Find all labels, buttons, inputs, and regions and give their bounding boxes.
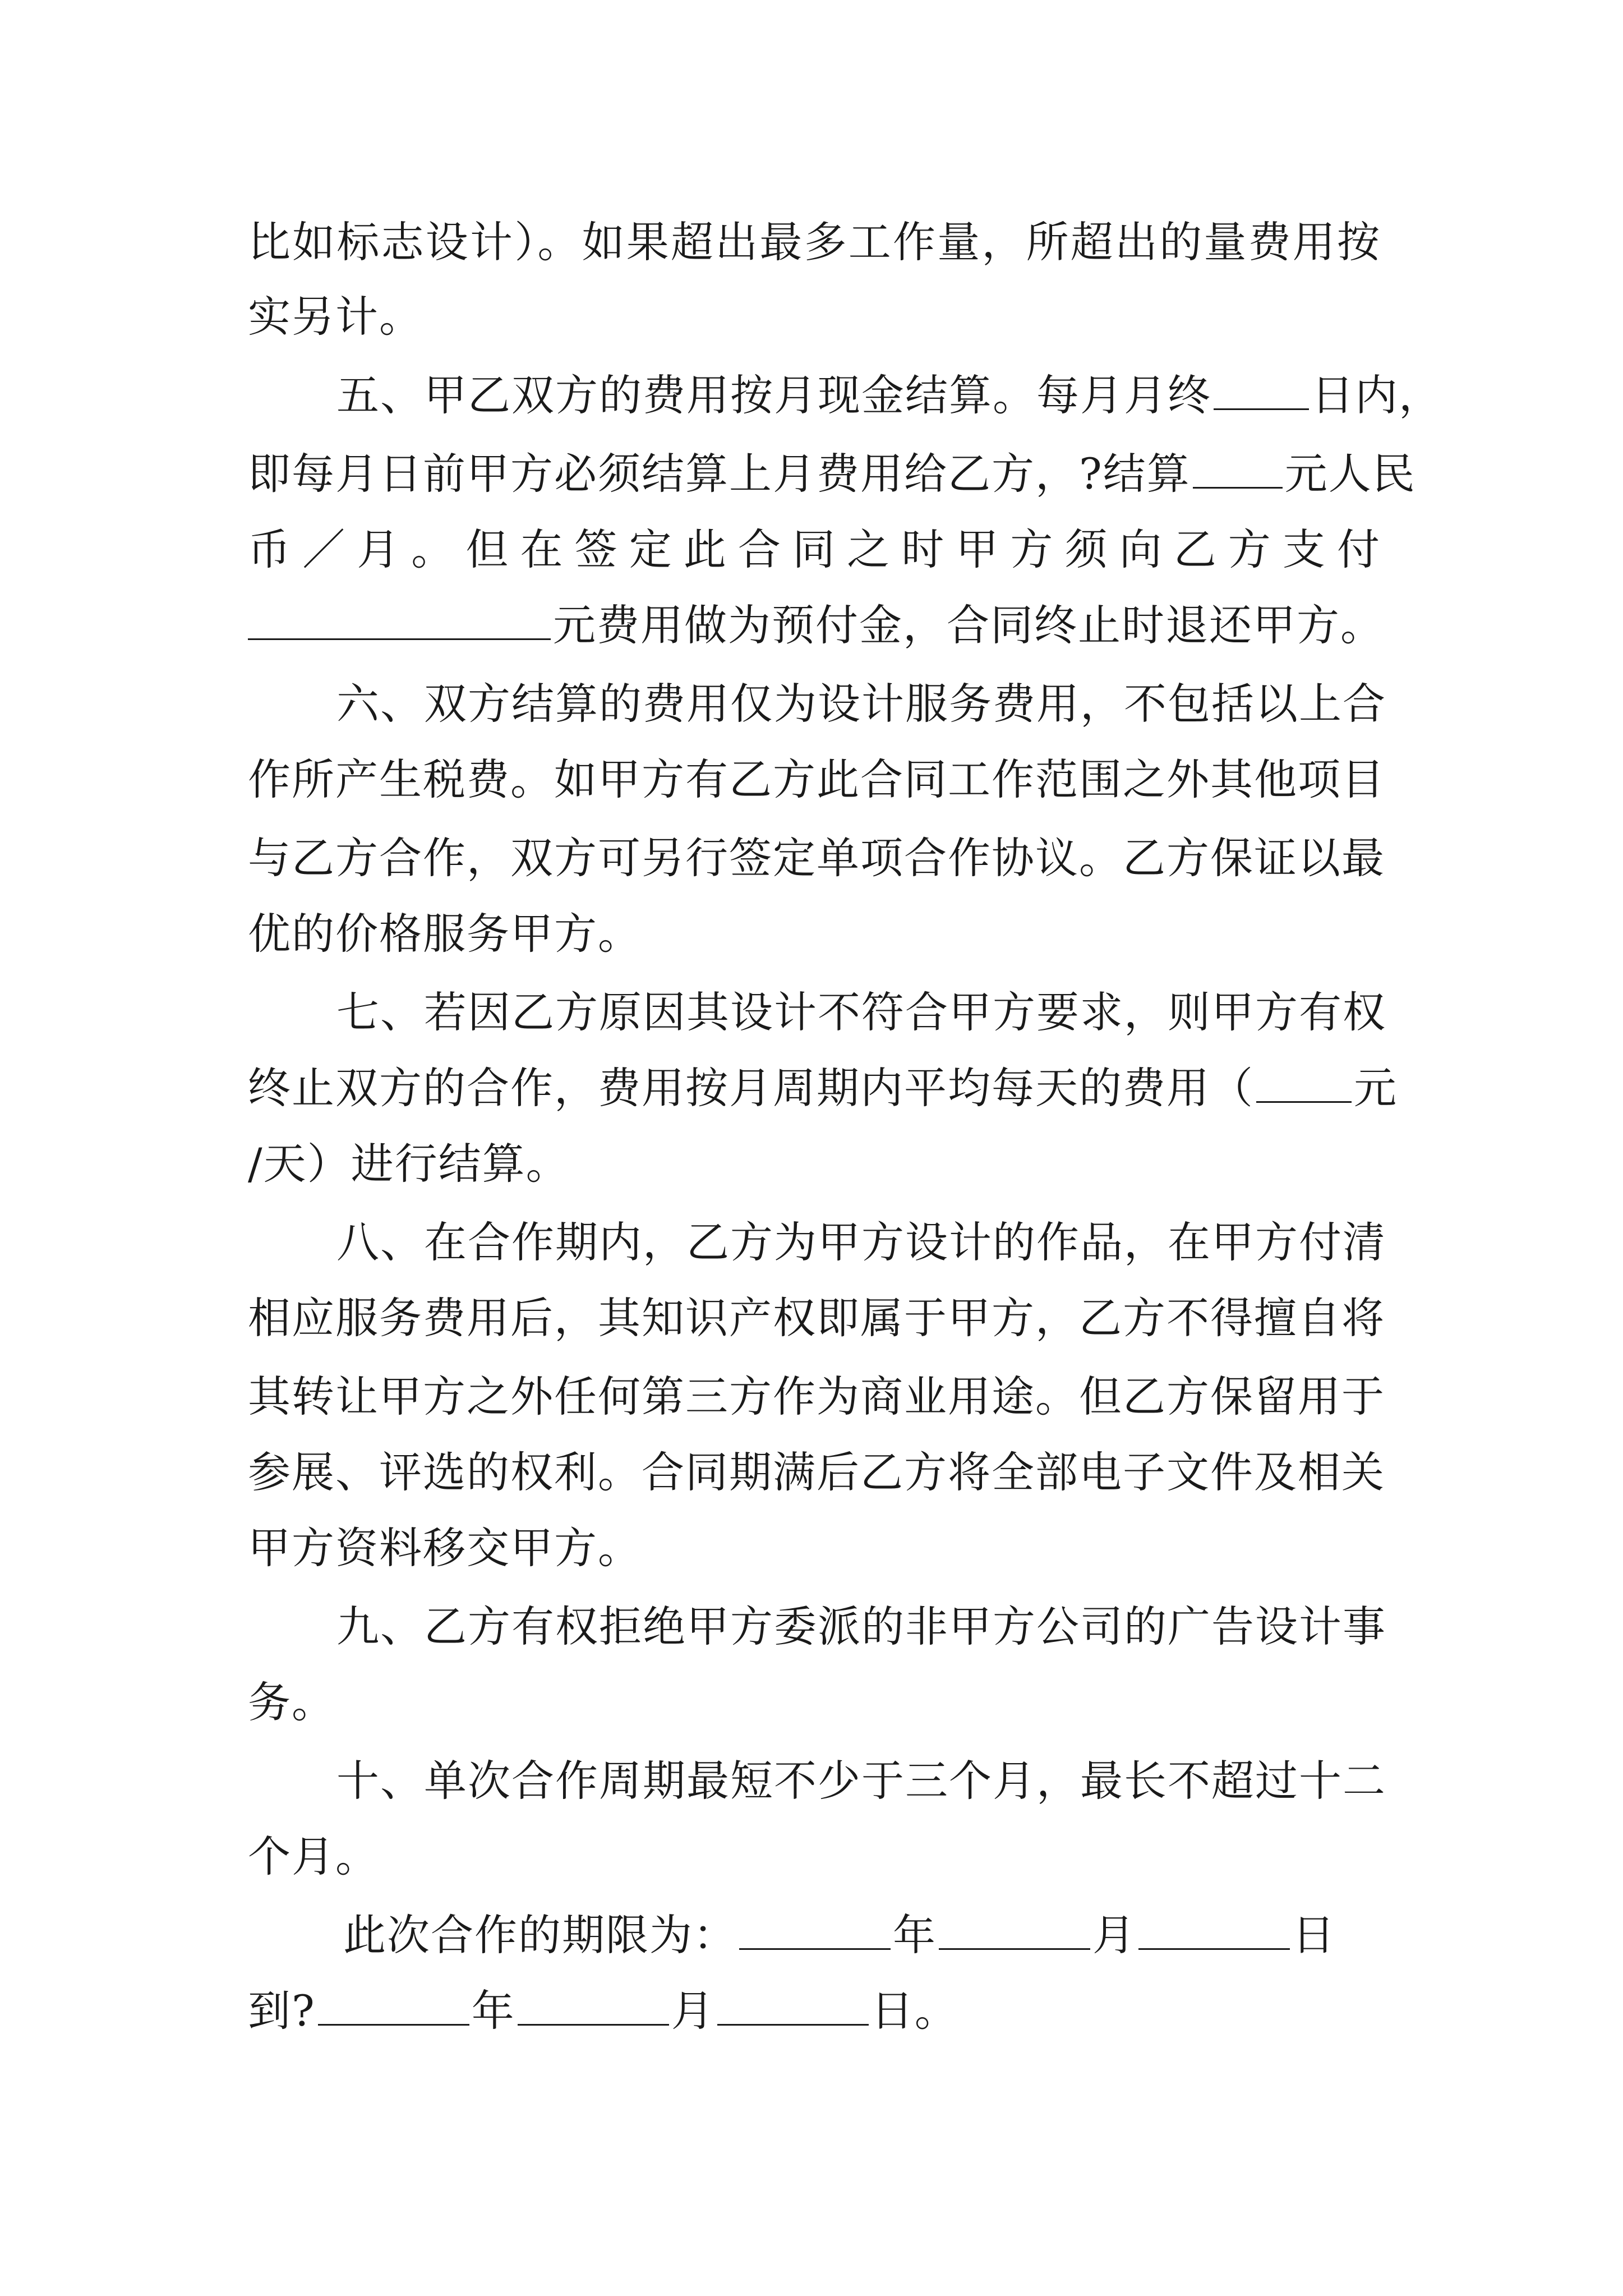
line-text: 与乙方合作，双方可另行签定单项合作协议。乙方保证以最	[248, 833, 1385, 883]
text-line	[336, 670, 1386, 738]
line-text: 八、在合作期内，乙方为甲方设计的作品，在甲方付清	[336, 1217, 1386, 1267]
line-text: 七、若因乙方原因其设计不符合甲方要求，则甲方有权	[336, 987, 1386, 1037]
line-text: 个月。	[248, 1832, 379, 1881]
line-text: /天）进行结算。	[248, 1139, 570, 1189]
line-text: 参展、评选的权利。合同期满后乙方将全部电子文件及相关	[248, 1447, 1385, 1497]
line-text: 十、单次合作周期最短不少于三个月，最长不超过十二	[336, 1756, 1386, 1806]
line-text: 年	[893, 1910, 937, 1960]
line-text: 相应服务费用后，其知识产权即属于甲方，乙方不得擅自将	[248, 1293, 1385, 1343]
line-text: 其转让甲方之外任何第三方作为商业用途。但乙方保留用于	[248, 1372, 1385, 1421]
line-text: 六、双方结算的费用仅为设计服务费用，不包括以上合	[336, 679, 1386, 729]
line-text: 日	[1292, 1910, 1336, 1960]
line-text: 作所产生税费。如甲方有乙方此合同工作范围之外其他项目	[248, 754, 1385, 804]
text-line	[248, 825, 1385, 892]
fill-blank	[1193, 447, 1283, 489]
line-text: 终止双方的合作，费用按月周期内平均每天的费用（	[248, 1063, 1254, 1113]
line-text: 年	[471, 1986, 515, 2036]
line-text: 实另计。	[248, 292, 423, 342]
text-line	[248, 1439, 1385, 1506]
line-text: 优的价格服务甲方。	[248, 909, 642, 959]
text-line	[248, 516, 1381, 583]
text-line	[248, 283, 1381, 351]
text-line	[336, 1593, 1386, 1660]
line-text: 即每月日前甲方必须结算上月费用给乙方，?结算	[248, 449, 1191, 499]
fill-blank	[939, 1908, 1090, 1950]
text-line	[248, 900, 1381, 968]
text-line	[248, 1130, 1381, 1198]
line-text: 九、乙方有权拒绝甲方委派的非甲方公司的广告设计事	[336, 1602, 1386, 1651]
fill-blank	[1138, 1908, 1290, 1950]
line-text: 元费用做为预付金，合同终止时退还甲方。	[553, 600, 1384, 650]
text-line	[248, 209, 1381, 276]
fill-blank	[318, 1984, 469, 2026]
text-line	[336, 1209, 1386, 1276]
text-line	[248, 440, 1416, 508]
text-line	[248, 1363, 1385, 1430]
text-line	[336, 362, 1442, 429]
text-line	[248, 1977, 1381, 2045]
text-line	[248, 1669, 1381, 1736]
fill-blank	[739, 1908, 891, 1950]
line-text: 元人民	[1284, 449, 1416, 499]
line-text: 日内，	[1311, 370, 1442, 420]
fill-blank	[518, 1984, 669, 2026]
text-line	[248, 1285, 1385, 1352]
line-text: 此次合作的期限为：	[343, 1910, 737, 1960]
text-line	[248, 1823, 1381, 1890]
text-line	[248, 746, 1385, 813]
text-line	[248, 1055, 1398, 1122]
line-text: 五、甲乙双方的费用按月现金结算。每月月终	[336, 370, 1211, 420]
line-text: 甲方资料移交甲方。	[248, 1523, 642, 1573]
line-text: 比如标志设计）。如果超出最多工作量，所超出的量费用按	[248, 217, 1381, 267]
line-text: 月	[671, 1986, 715, 2036]
line-text: 币／月。但在签定此合同之时甲方须向乙方支付	[248, 524, 1381, 574]
text-line	[336, 1747, 1386, 1815]
fill-blank	[248, 598, 551, 640]
text-line	[248, 1515, 1381, 1582]
fill-blank	[717, 1984, 869, 2026]
text-line	[343, 1902, 1381, 1969]
fill-blank	[1214, 368, 1309, 410]
text-line	[248, 592, 1384, 659]
line-text: 到?	[248, 1986, 316, 2036]
line-text: 月	[1092, 1910, 1136, 1960]
line-text: 元	[1354, 1063, 1398, 1113]
line-text: 务。	[248, 1677, 335, 1727]
text-line	[336, 979, 1386, 1046]
line-text: 日。	[870, 1986, 958, 2036]
fill-blank	[1256, 1061, 1352, 1103]
